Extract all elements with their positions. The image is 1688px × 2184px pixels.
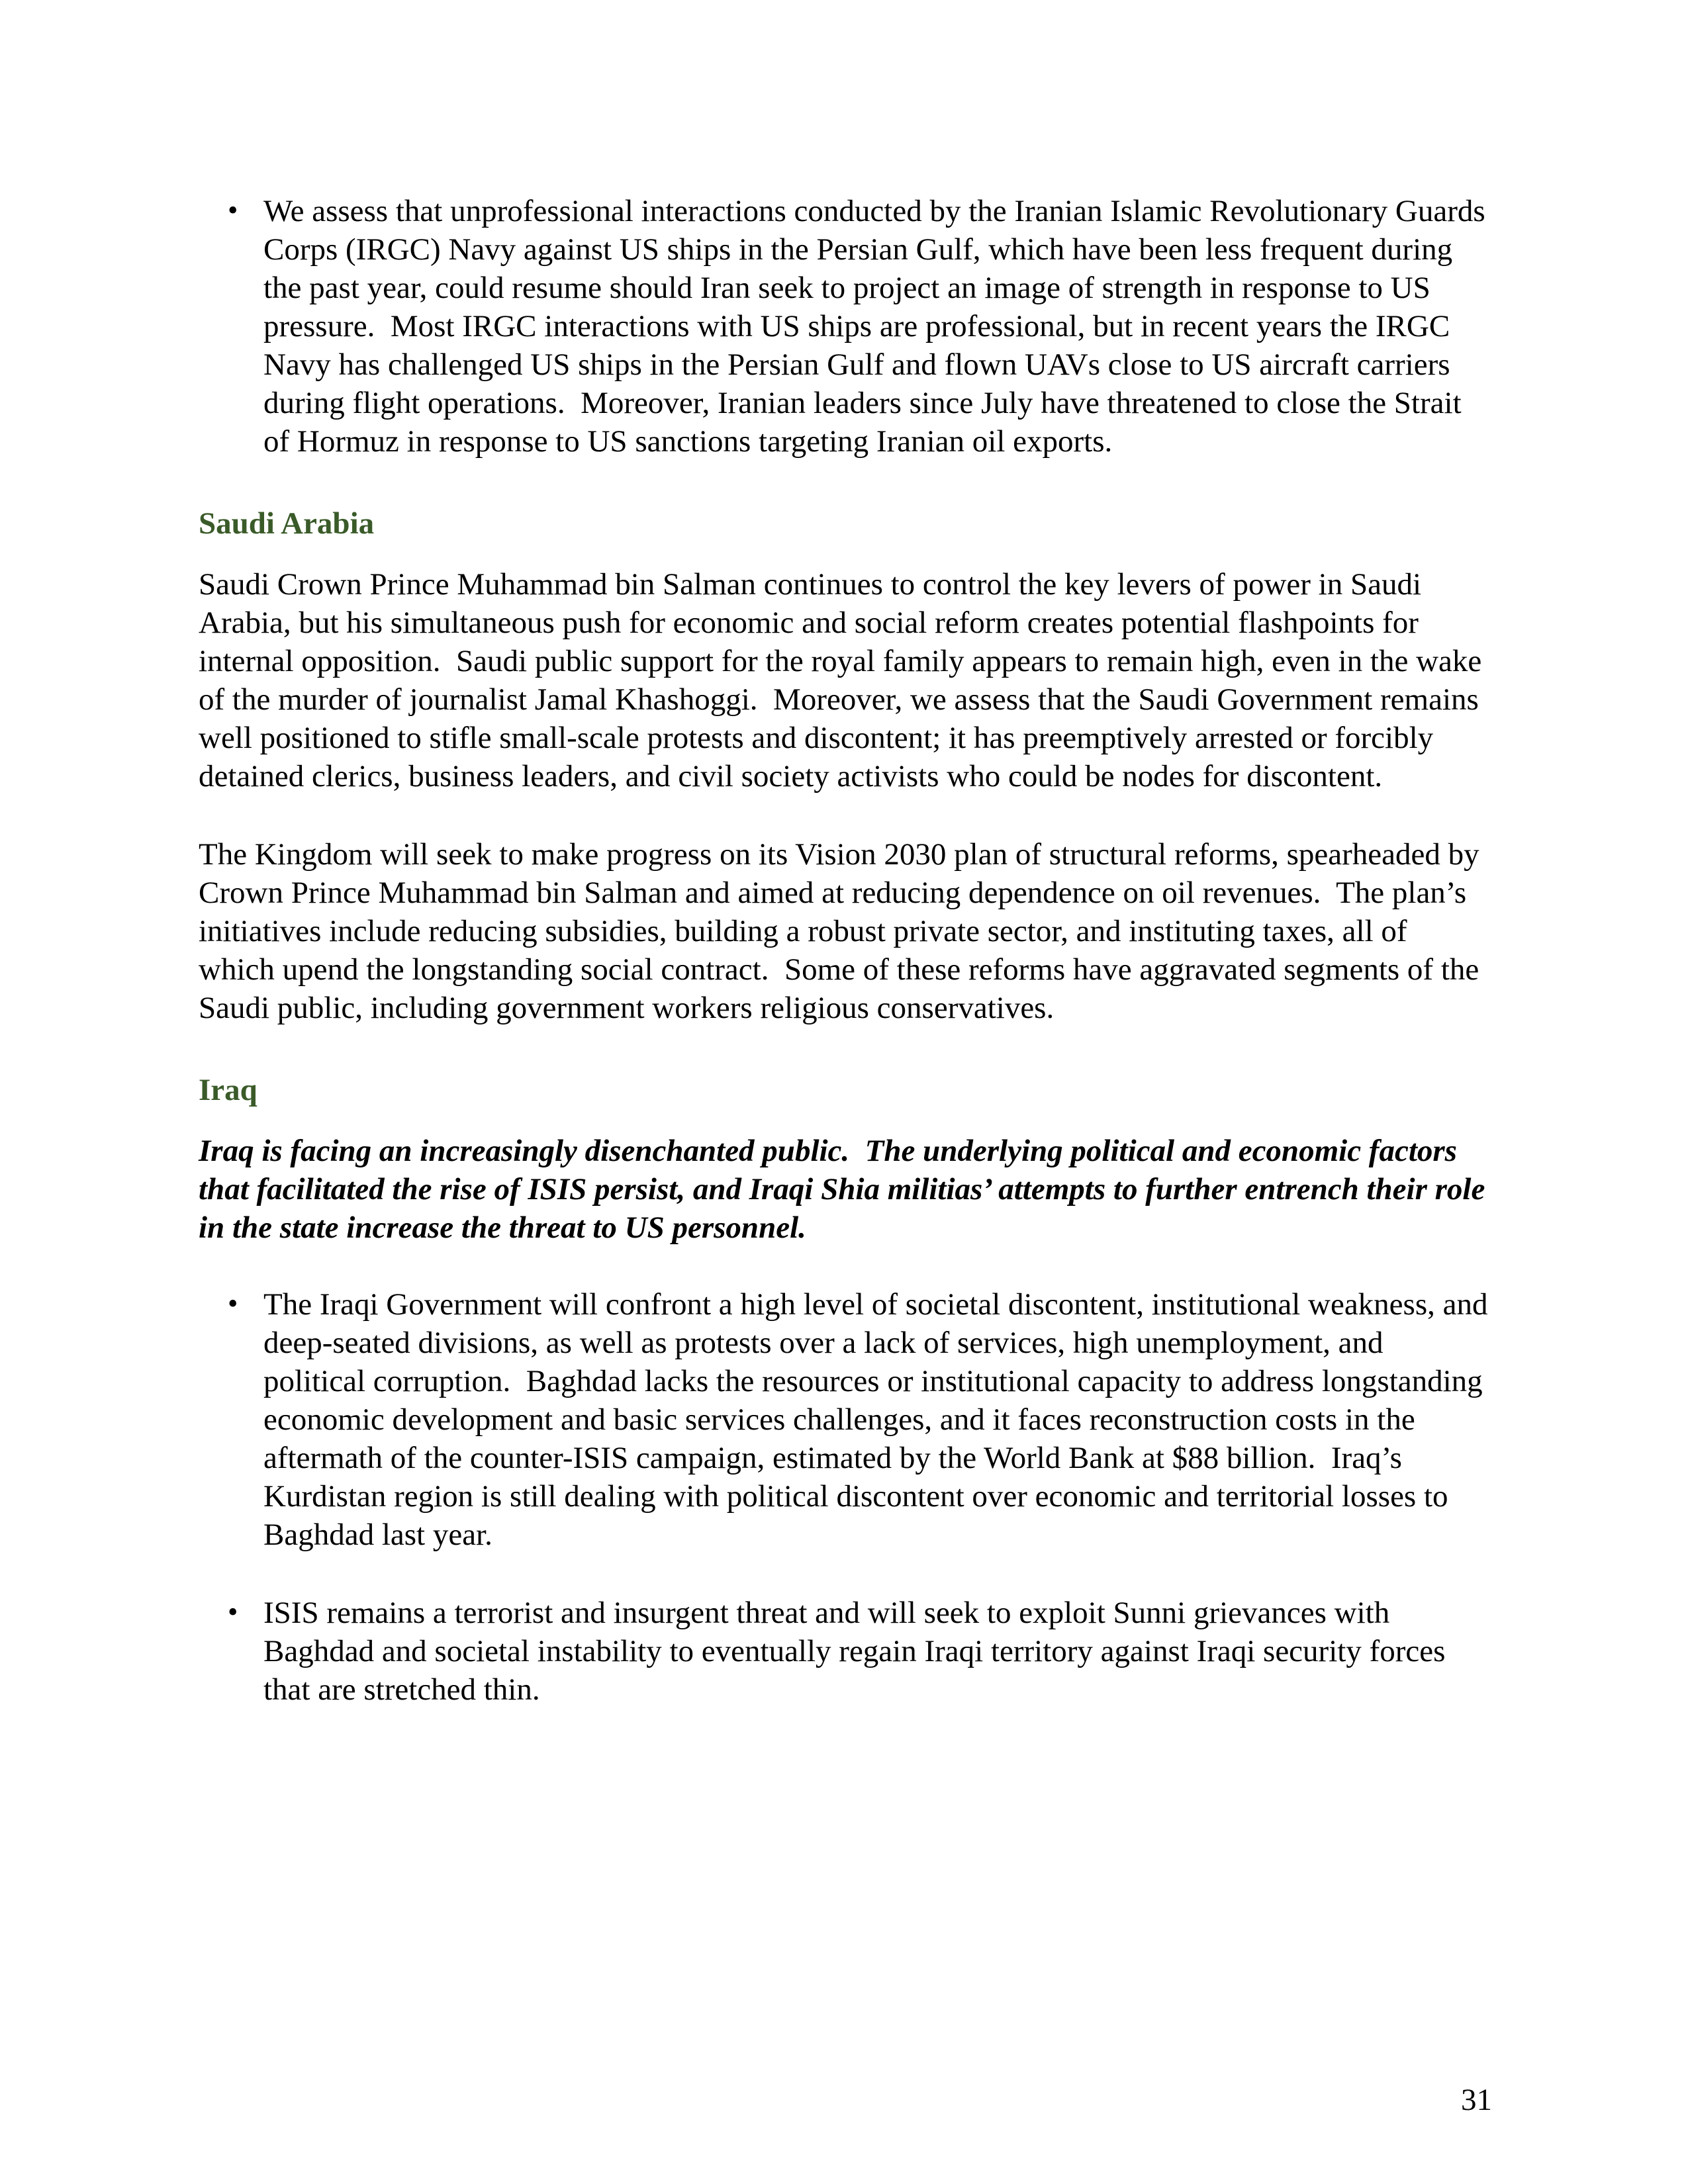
bullet-icon: •	[228, 1596, 238, 1628]
section-iran-bullets	[199, 192, 1491, 461]
bullet-item	[199, 1285, 1496, 1554]
bullet-item	[199, 192, 1491, 461]
section-iraq	[199, 1071, 1496, 1709]
section-heading-iraq: Iraq	[199, 1073, 258, 1107]
bullet-text: ISIS remains a terrorist and insurgent threat and will seek to exploit Sunni grievances with Baghdad and societal instability to eventually regain Iraqi territory against Iraqi security forces that are stretched thin.	[263, 1596, 1454, 1707]
page-content	[199, 192, 1496, 1709]
bullet-text: The Iraqi Government will confront a high level of societal discontent, institutional weakness, and deep-seated divisions, as well as protests over a lack of services, high unemployment, and political corruption. Baghdad lacks the resources or institutional capacity to address longstanding economic development and basic services challenges, and it faces reconstruction costs in the aftermath of the counter-ISIS campaign, estimated by the World Bank at $88 billion. Iraq’s Kurdistan region is still dealing with political discontent over economic and territorial losses to Baghdad last year.	[263, 1287, 1496, 1552]
bullet-icon: •	[228, 1287, 238, 1320]
bullet-item	[199, 1594, 1491, 1709]
section-saudi-arabia	[199, 504, 1491, 1027]
iraq-lede-text: Iraq is facing an increasingly disenchanted public. The underlying political and economic factors that facilitated the rise of ISIS persist, and Iraqi Shia militias’ attempts to further entrench their role in the state increase the threat to US personnel.	[199, 1134, 1493, 1245]
bullet-icon: •	[228, 194, 238, 226]
section-heading-saudi-arabia: Saudi Arabia	[199, 506, 375, 541]
page-number: 31	[1461, 2083, 1492, 2117]
paragraph-saudi-1: Saudi Crown Prince Muhammad bin Salman continues to control the key levers of power in Saudi Arabia, but his simultaneous push for economic and social reform creates potential flashpoints for internal opposition. Saudi public support for the royal family appears to remain high, even in the wake of the murder of journalist Jamal Khashoggi. Moreover, we assess that the Saudi Government remains well positioned to stifle small-scale protests and discontent; it has preemptively arrested or forcibly detained clerics, business leaders, and civil society activists who could be nodes for discontent.	[199, 567, 1490, 794]
paragraph-saudi-2: The Kingdom will seek to make progress on its Vision 2030 plan of structural reforms, spearheaded by Crown Prince Muhammad bin Salman and aimed at reducing dependence on oil revenues. The plan’s initiatives include reducing subsidies, building a robust private sector, and instituting taxes, all of which upend the longstanding social contract. Some of these reforms have aggravated segments of the Saudi public, including government workers religious conservatives.	[199, 837, 1487, 1025]
bullet-text: We assess that unprofessional interactions conducted by the Iranian Islamic Revolutionary Guards Corps (IRGC) Navy against US ships in the Persian Gulf, which have been less frequent during the past year, could resume should Iran seek to project an image of strength in response to US pressure. Most IRGC interactions with US ships are professional, but in recent years the IRGC Navy has challenged US ships in the Persian Gulf and flown UAVs close to US aircraft carriers during flight operations. Moreover, Iranian leaders since July have threatened to close the Strait of Hormuz in response to US sanctions targeting Iranian oil exports.	[263, 194, 1493, 459]
